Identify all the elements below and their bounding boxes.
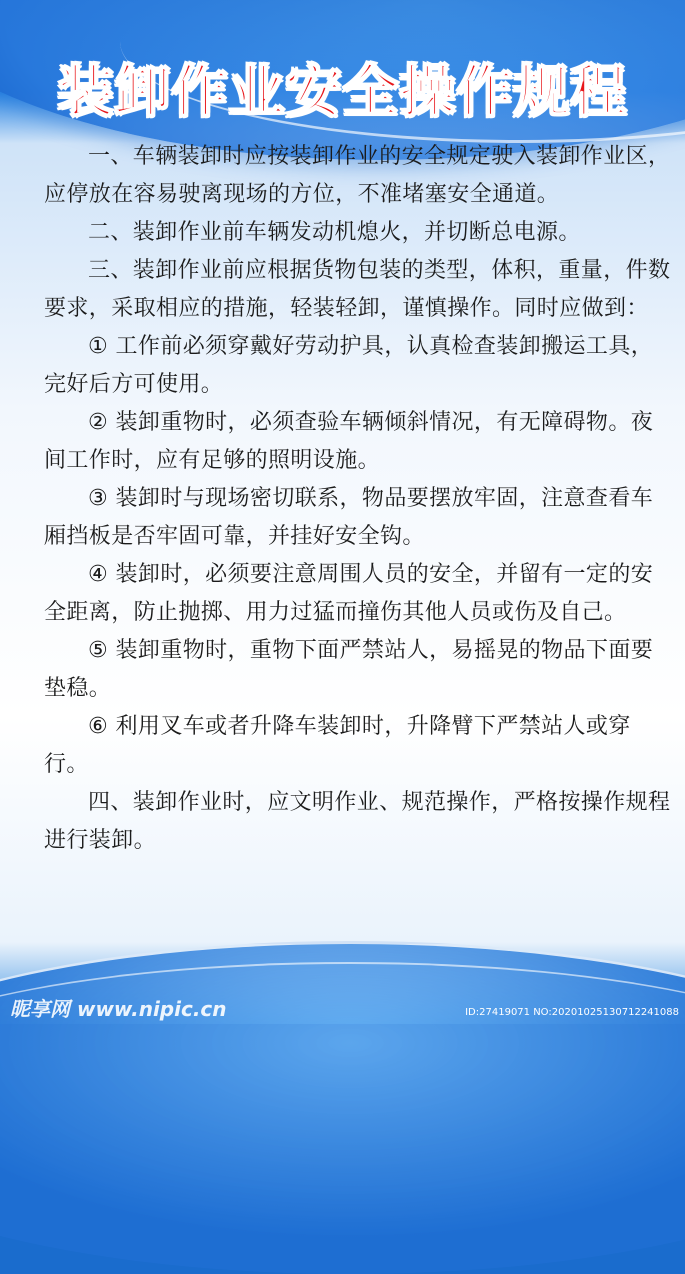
clause-1: 一、车辆装卸时应按装卸作业的安全规定驶入装卸作业区，应停放在容易驶离现场的方位，不准堵塞安全通道。 [44,144,671,207]
clause-3: 三、装卸作业前应根据货物包装的类型，体积，重量，件数要求，采取相应的措施，轻装轻卸，谨慎操作。同时应做到： [44,258,671,321]
sub-item-3: ③ 装卸时与现场密切联系，物品要摆放牢固，注意查看车厢挡板是否牢固可靠，并挂好安全钩。 [44,486,654,549]
watermark-logo: 昵享网 www.nipic.cn [10,997,227,1021]
clause-2: 二、装卸作业前车辆发动机熄火，并切断总电源。 [88,220,581,245]
sub-item-5: ⑤ 装卸重物时，重物下面严禁站人，易摇晃的物品下面要垫稳。 [44,638,654,701]
sub-item-1: ① 工作前必须穿戴好劳动护具，认真检查装卸搬运工具，完好后方可使用。 [44,334,654,397]
poster-title: 装卸作业安全操作规程 [57,60,628,125]
image-id-label: ID:27419071 NO:20201025130712241088 [465,1007,679,1018]
sub-item-4: ④ 装卸时，必须要注意周围人员的安全，并留有一定的安全距离，防止抛掷、用力过猛而撞伤其他人员或伤及自己。 [44,562,654,625]
sub-item-6: ⑥ 利用叉车或者升降车装卸时，升降臂下严禁站人或穿行。 [44,714,631,777]
clause-4: 四、装卸作业时，应文明作业、规范操作，严格按操作规程进行装卸。 [44,790,671,853]
sub-item-2: ② 装卸重物时，必须查验车辆倾斜情况，有无障碍物。夜间工作时，应有足够的照明设施。 [44,410,654,473]
regulation-body [44,138,674,860]
